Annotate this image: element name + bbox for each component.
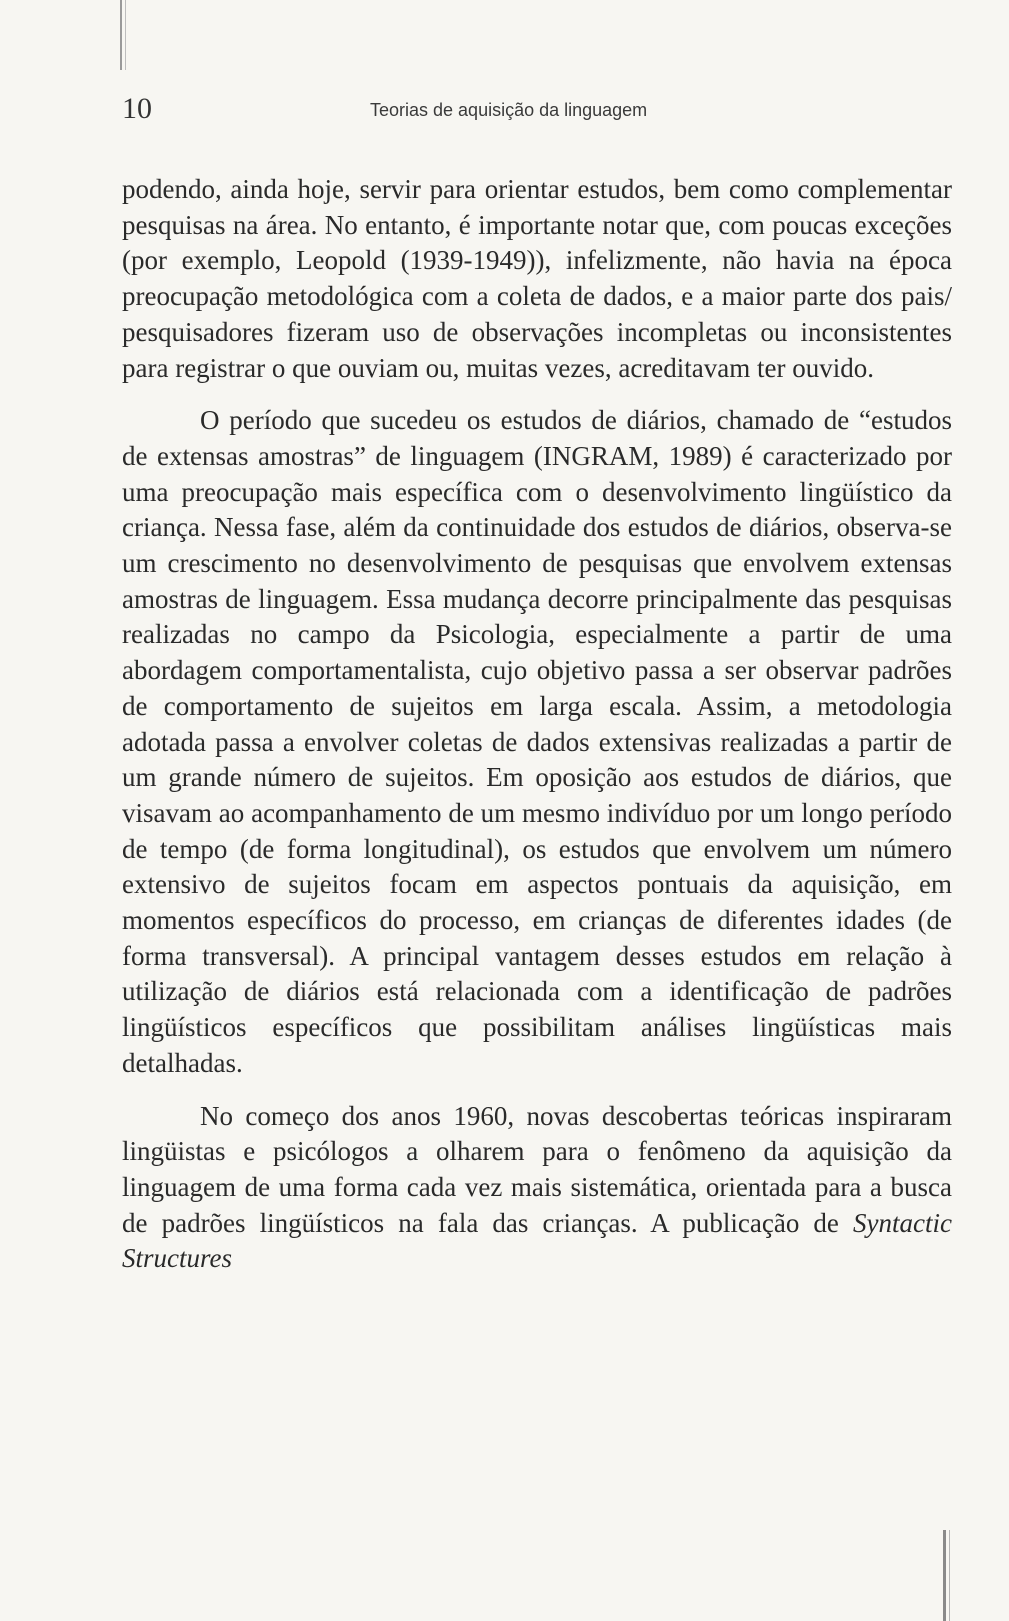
gutter-rule (120, 0, 122, 70)
paragraph-3-text: No começo dos anos 1960, novas descobertas teóricas inspiraram lingüistas e psicólogos a olharem para o fenômeno da aquisição da linguagem de uma forma cada vez mais sistemática, orientada para a busca de padrões lingüísticos na fala das crianças. A publicação de (122, 1100, 952, 1238)
book-title: Syntactic Structures (122, 1207, 952, 1274)
page-header (122, 92, 952, 132)
paragraph-2: O período que sucedeu os estudos de diários, chamado de “estudos de extensas amostras” de linguagem (INGRAM, 1989) é caracterizado por uma preocupação mais específica com o desenvolvimento lingüístico da criança. Nessa fase, além da continuidade dos estudos de diários, observa-se um crescimento no desenvolvimento de pesquisas que envolvem extensas amostras de linguagem. Essa mudança decorre principalmente das pesquisas realizadas no campo da Psicologia, especialmente a partir de uma abordagem comportamentalista, cujo objetivo passa a ser observar padrões de comportamento de sujeitos em larga escala. Assim, a metodologia adotada passa a envolver coletas de dados extensivas realizadas a partir de um grande número de sujeitos. Em oposição aos estudos de diários, que visavam ao acompanhamento de um mesmo indivíduo por um longo período de tempo (de forma longitudinal), os estudos que envolvem um número extensivo de sujeitos focam em aspectos pontuais da aquisição, em momentos específicos do processo, em crianças de diferentes idades (de forma transversal). A principal vantagem desses estudos em relação à utilização de diários está relacionada com a identificação de padrões lingüísticos específicos que possibilitam análises lingüísticas mais detalhadas. (122, 405, 952, 1078)
paragraph-3 (122, 1099, 952, 1278)
gutter-rule-bottom-thin (949, 1530, 950, 1621)
page-number: 10 (122, 92, 152, 125)
gutter-rule-bottom (943, 1530, 946, 1621)
running-title: Teorias de aquisição da linguagem (370, 100, 648, 120)
paragraph-1: podendo, ainda hoje, servir para orientar estudos, bem como complementar pesquisas na área. No entanto, é importante notar que, com poucas exceções (por exemplo, Leopold (1939-1949)), infelizmente, não havia na época preocupação metodológica com a coleta de dados, e a maior parte dos pais/ pesquisadores fizeram uso de observações incompletas ou inconsistentes para registrar o que ouviam ou, muitas vezes, acreditavam ter ouvido. (122, 174, 952, 383)
gutter-rule-thin (125, 0, 126, 70)
body-text (122, 172, 952, 1277)
